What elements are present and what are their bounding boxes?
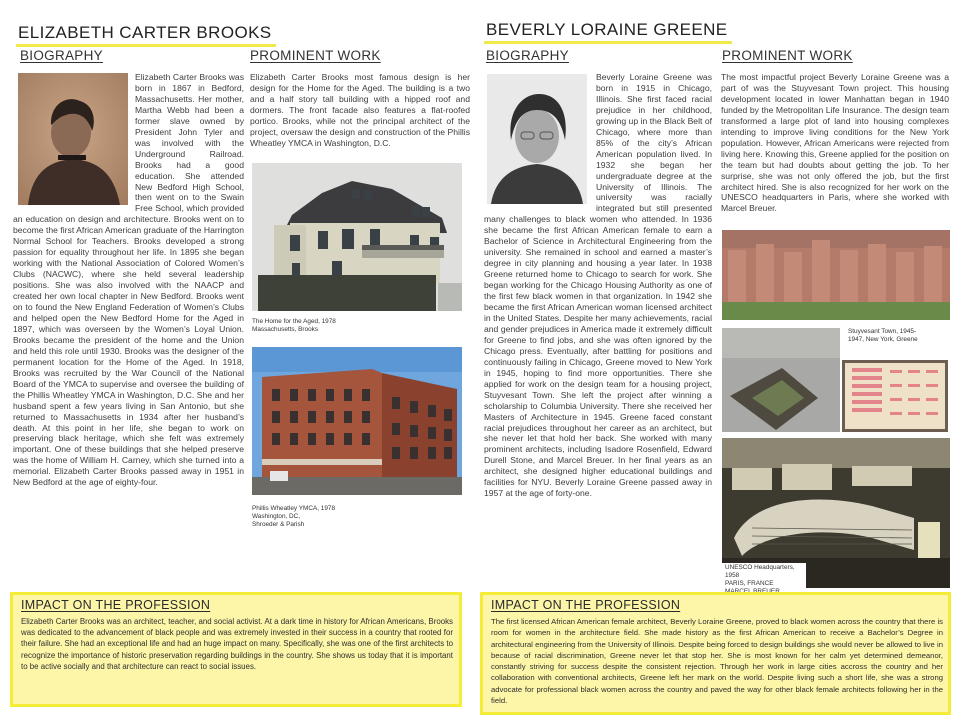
right-prominent-work: [721, 72, 949, 214]
left-prominent-work-text: Elizabeth Carter Brooks most famous design is her design for the Home for the Aged. The building is a two and a half story tall building with a hipped roof and dormers. The front facade also features a flat-roofed portico. Brooks, while not the principal architect of the project, oversaw the design and construction of the Phillis Wheatley YMCA in Washington, D.C.: [250, 72, 470, 148]
right-impact-box: [480, 592, 951, 715]
right-name-text: BEVERLY LORAINE GREENE: [486, 20, 728, 39]
right-impact-text: The first licensed African American female architect, Beverly Loraine Greene, proved to black women across the country that there is room for women in the architecture field. She made history as the first African American to receive a Bachelor’s Degree in architectural engineering from the University of Illinois. Despite being forced to design buildings she would never be allowed to live in because of racial discrimination, Greene never let that stop her. She is most known for her calm yet determined demeanor, constantly striving for success despite the consistent rejection. Through her work in large cities accross the country and her collaboration with conventional architects, Greene left her mark on the world. Despite living such a short life, she was a strong advocate for professional black women across the country and paved the way for other black female architects following her in the field.: [491, 617, 943, 706]
title-underline: [484, 41, 732, 44]
caption-line: UNESCO Headquarters, 1958: [725, 564, 795, 579]
left-impact-text: Elizabeth Carter Brooks was an architect, teacher, and social activist. At a dark time in history for African Americans, Brooks was dedicated to the advancement of black people and was extremely invested in their success in a country that rooted for their failure. She had an exceptional life and had an huge impact on many. Specifically, she was one of the first architects to recognize the importance of historic preservation regarding buildings in the country. She shows us today that it is important to be active socially and that architecture can react to social issues.: [21, 617, 453, 671]
stuyvesant-aerial-photo: [722, 328, 840, 432]
right-prominent-work-text: The most impactful project Beverly Loraine Greene was a part of was the Stuyvesant Town project. This housing development located in lower Manhattan began in 1940 funded by the Metropolitan Life Insurance. The design team transformed a large plot of land into housing complexes intending to improve living conditions for the New York population. However, African Americans were rejected from living here. Knowing this, Greene applied for the position on the team but had doubts about getting the job. To her surprise, she was not only offered the job, but the first architect hired. She is also recognized for her work on the UNESCO headquarters in Paris, where she worked with Marcel Breuer.: [721, 72, 949, 214]
caption-line: 1947, New York, Greene: [848, 336, 918, 343]
stuyvesant-town-photo: [722, 230, 950, 320]
stuyvesant-site-plan: [842, 360, 948, 432]
left-name-text: ELIZABETH CARTER BROOKS: [18, 23, 272, 42]
caption-line: The Home for the Aged, 1978: [252, 318, 336, 325]
home-for-the-aged-photo: [252, 163, 462, 311]
phillis-wheatley-ymca-photo: [252, 347, 462, 495]
right-name-title: [486, 20, 730, 40]
caption-line: Phillis Wheatley YMCA, 1978: [252, 505, 335, 512]
title-underline: [16, 44, 276, 47]
caption-line: Washington, DC,: [252, 513, 301, 520]
caption-line: PARIS, FRANCE: [725, 580, 774, 587]
left-name-title: [18, 23, 274, 43]
left-prominent-work: [250, 72, 470, 149]
right-biography-text: Beverly Loraine Greene was born in 1915 in Chicago, Illinois. She first faced racial prejudice in her childhood, growing up in the Black Belt of Chicago, where more than 85% of the city’s African American population lived. In 1932 she began her undergraduate degree at the University of Illinois. The university was racially integrated but still presented many challenges to black women who attended. In 1936 she became the first African American female to earn a Bachelor of Science in Architectural Engineering from the university. She remained in school and earned a master’s degree in city planning and housing a year later. In 1938 Greene returned home to Chicago to search for work. She began working for the Chicago Housing Authority as one of the first few black women in that organization. In 1942 she became the first African American woman licensed architect in the United States. Despite her many achievements, racial and gender prejudices in America made it extremely difficult for Greene to find jobs, and she was often ignored by the Chicago press. Eventually, after battling for positions and continuously failing in Chicago, Greene moved to New York in 1945, hoping to find more opportunities. There she applied for work on the design team for a housing project, Stuyvesant Town. She left the project after winning a scholarship to Columbia University. There she received her Masters of Architecture in 1945. Greene faced constant racial prejudices throughout her career as an architect, but she never let that hold her back. She worked with many prominent architects, including Isadore Rosenfield, Edward Durell Stone, and Marcel Breuer. In her final years as an architect, she designed higher educational buildings and facilities for NYU. Beverly Loraine Greene passed away in 1957 at the age of forty-one.: [484, 72, 712, 499]
right-biography: [484, 72, 712, 499]
stuyvesant-town-caption: [848, 328, 918, 344]
right-prominent-work-heading: PROMINENT WORK: [722, 48, 853, 63]
right-impact-heading: IMPACT ON THE PROFESSION: [491, 598, 681, 612]
left-biography-heading: BIOGRAPHY: [20, 48, 103, 63]
home-for-the-aged-caption: [252, 318, 336, 334]
brooks-portrait-image: [18, 73, 128, 205]
left-impact-box: [10, 592, 462, 707]
caption-line: Shroeder & Parish: [252, 521, 305, 528]
greene-portrait: [487, 74, 587, 204]
brooks-portrait: [18, 73, 128, 205]
phillis-wheatley-ymca-caption: [252, 505, 335, 529]
caption-line: Stuyvesant Town, 1945-: [848, 328, 917, 335]
left-impact-heading: IMPACT ON THE PROFESSION: [21, 598, 211, 612]
greene-portrait-image: [487, 74, 587, 204]
caption-line: Massachusetts, Brooks: [252, 326, 319, 333]
left-biography: [13, 72, 244, 488]
left-biography-text: Elizabeth Carter Brooks was born in 1867 in Bedford, Massachusetts. Her mother, Martha Webb had been a former slave owned by President John Tyler and was involved with the Underground Railroad. Brooks had a good education. She attended New Bedford High School, then went on to the Swain Free School, which provided an education on design and architecture. Brooks went on to become the first African American graduate of the Harrington Normal School for Teachers. Brooks developed a strong passion for equality throughout her life. In 1895 she began working with the National Association of Colored Women’s Clubs (NACWC), where she held several leadership positions. She was also involved with the NAACP and created her own local chapter in New Bedford. Brooks went on to found the New England Federation of Women’s Clubs and helped open the New Bedford Home for the Aged in 1897, which was overseen by the Women’s Loyal Union. Brooks became the president of the home and the Union and held this role until 1930. Brooks was the designer of the permanent location for the Home of the Aged. In 1918, Brooks was recruited by the War Council of the National Board of the YMCA to supervise and oversee the building of the Phillis Wheatley YMCA in Washington, D.C. She and her husband spent a few years living in San Antonio, but she returned to Massachusetts in 1934 after her husband’s death. At this point in her life, she began to work on preserving black heritage, which she felt was extremely important. One of these buildings that she helped preserve was the home of William H. Carney, which she turned into a memorial. Elizabeth Carter Brooks passed away in 1951 in New Bedford at the age of eighty-four.: [13, 72, 244, 488]
right-biography-heading: BIOGRAPHY: [486, 48, 569, 63]
left-prominent-work-heading: PROMINENT WORK: [250, 48, 381, 63]
